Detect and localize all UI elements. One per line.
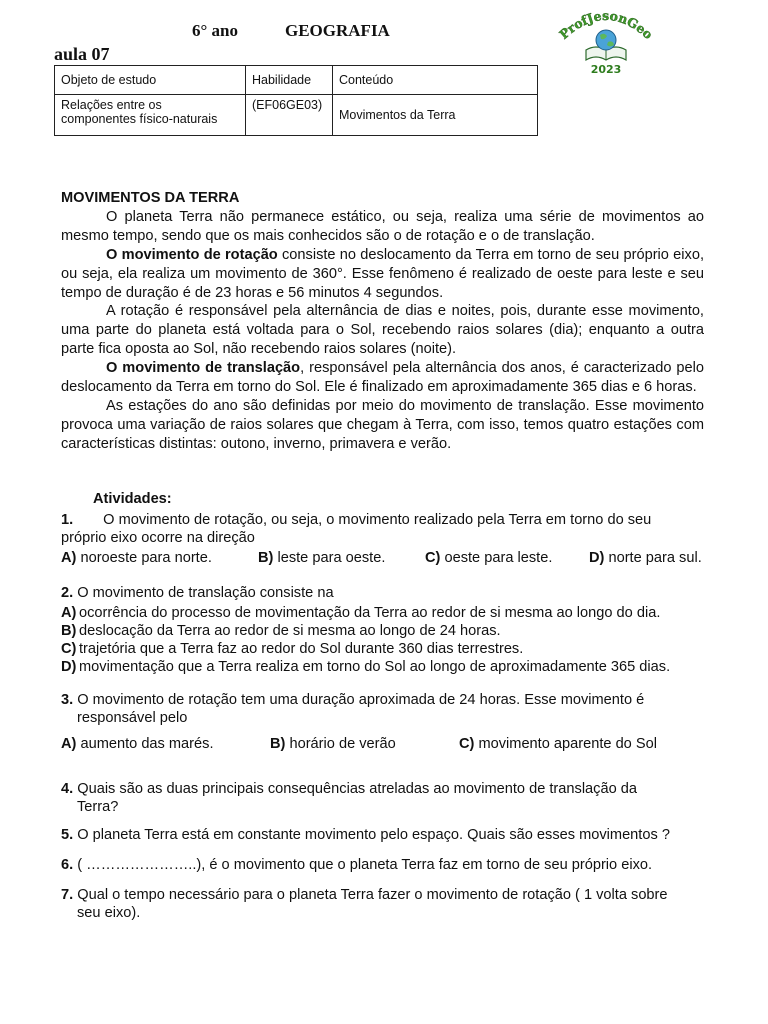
option-b (61, 622, 501, 640)
option-letter: A) (61, 736, 77, 752)
question-number: 5. (61, 827, 74, 843)
question-text: O movimento de translação consiste na (77, 585, 334, 601)
option-c (459, 735, 657, 753)
question-number: 3. (61, 692, 74, 708)
option-text: deslocação da Terra ao redor de si mesma ao longo de 24 horas. (79, 623, 501, 639)
option-letter: D) (61, 659, 77, 675)
table-header-cell: Conteúdo (333, 66, 538, 95)
paragraph (61, 246, 704, 303)
lesson-label: aula 07 (54, 44, 110, 64)
lesson-info-table (54, 65, 538, 136)
option-letter: B) (61, 623, 77, 639)
activities-title: Atividades: (93, 491, 172, 507)
question-number: 1. (61, 512, 74, 528)
table-cell-object: Relações entre os componentes físico-naturais (55, 95, 246, 136)
table-cell-skill: (EF06GE03) (246, 95, 333, 136)
question-7 (61, 886, 668, 904)
option-letter: C) (425, 550, 441, 566)
question-text: Qual o tempo necessário para o planeta Terra fazer o movimento de rotação ( 1 volta sobre (77, 887, 668, 903)
question-6 (61, 856, 652, 874)
table-header-cell: Habilidade (246, 66, 333, 95)
option-a (61, 604, 660, 622)
option-text: leste para oeste. (277, 550, 386, 566)
bold-term: O movimento de translação (106, 360, 301, 377)
option-d (61, 658, 670, 676)
profjesongeo-logo (556, 4, 656, 76)
question-text: O planeta Terra está em constante movimento pelo espaço. Quais são esses movimentos ? (77, 827, 670, 843)
question-5 (61, 826, 670, 844)
option-text: movimento aparente do Sol (478, 736, 657, 752)
question-number: 4. (61, 781, 74, 797)
question-2 (61, 584, 334, 602)
option-letter: B) (258, 550, 274, 566)
table-row (55, 95, 538, 136)
paragraph-text: consiste no deslocamento da Terra em torno de seu próprio eixo, ou seja, ela realiza um movimento de 360°. Esse fenômeno é realizado de oeste para leste e seu tempo de duração é de 23 horas e 56 minutos 4 segundos. (61, 246, 704, 301)
option-letter: C) (61, 641, 77, 657)
option-text: horário de verão (289, 736, 396, 752)
question-text: ( …………………..), é o movimento que o planeta Terra faz em torno de seu próprio eixo. (77, 857, 653, 873)
option-letter: A) (61, 550, 77, 566)
option-text: ocorrência do processo de movimentação da Terra ao redor de si mesma ao longo do dia. (79, 605, 661, 621)
table-cell-content: Movimentos da Terra (333, 95, 538, 136)
paragraph (61, 359, 704, 397)
option-a (61, 549, 212, 567)
question-3-cont: responsável pelo (77, 710, 188, 726)
paragraph: O planeta Terra não permanece estático, ou seja, realiza uma série de movimentos ao mesmo tempo, sendo que os mais conhecidos são o de rotação e o de translação. (61, 208, 704, 244)
option-a (61, 735, 214, 753)
grade-label: 6° ano (192, 21, 239, 40)
question-text: O movimento de rotação, ou seja, o movimento realizado pela Terra em torno do seu (103, 512, 652, 528)
option-d (589, 549, 702, 567)
question-number: 2. (61, 585, 74, 601)
question-1-cont: próprio eixo ocorre na direção (61, 530, 255, 546)
content-section (61, 189, 704, 454)
table-header-cell: Objeto de estudo (55, 66, 246, 95)
option-c (425, 549, 552, 567)
content-title: MOVIMENTOS DA TERRA (61, 190, 240, 206)
table-header-row (55, 66, 538, 95)
option-letter: C) (459, 736, 475, 752)
paragraph-text: , responsável pela alternância dos anos, é caracterizado pelo deslocamento da Terra em torno do Sol. Ele é finalizado em aproximadamente 365 dias e 6 horas. (61, 360, 704, 396)
option-text: trajetória que a Terra faz ao redor do Sol durante 360 dias terrestres. (79, 641, 524, 657)
question-number: 6. (61, 857, 74, 873)
question-text: O movimento de rotação tem uma duração aproximada de 24 horas. Esse movimento é (77, 692, 645, 708)
option-b (258, 549, 385, 567)
option-letter: D) (589, 550, 605, 566)
logo-year: 2023 (590, 63, 622, 76)
bold-term: O movimento de rotação (106, 246, 278, 263)
option-c (61, 640, 523, 658)
question-number: 7. (61, 887, 74, 903)
paragraph: A rotação é responsável pela alternância de dias e noites, pois, durante esse movimento, uma parte do planeta está voltada para o Sol, recebendo raios solares (dia); enquanto a outra parte fica oposta ao Sol, não recebendo raios solares (noite). (61, 303, 704, 358)
subject-label: GEOGRAFIA (285, 21, 390, 40)
question-3 (61, 691, 644, 709)
option-letter: A) (61, 605, 77, 621)
option-text: aumento das marés. (80, 736, 214, 752)
option-text: norte para sul. (608, 550, 702, 566)
option-b (270, 735, 396, 753)
question-1 (61, 511, 651, 529)
option-text: movimentação que a Terra realiza em torno do Sol ao longo de aproximadamente 365 dias. (79, 659, 671, 675)
question-4-cont: Terra? (77, 799, 119, 815)
option-text: oeste para leste. (444, 550, 553, 566)
option-text: noroeste para norte. (80, 550, 212, 566)
question-7-cont: seu eixo). (77, 905, 141, 921)
logo-text: ProfJesonGeo (556, 7, 656, 43)
option-letter: B) (270, 736, 286, 752)
question-4 (61, 780, 637, 798)
question-text: Quais são as duas principais consequências atreladas ao movimento de translação da (77, 781, 637, 797)
paragraph: As estações do ano são definidas por meio do movimento de translação. Esse movimento provoca uma variação de raios solares que chegam à Terra, com isso, temos quatro estações com características distintas: outono, inverno, primavera e verão. (61, 397, 704, 452)
